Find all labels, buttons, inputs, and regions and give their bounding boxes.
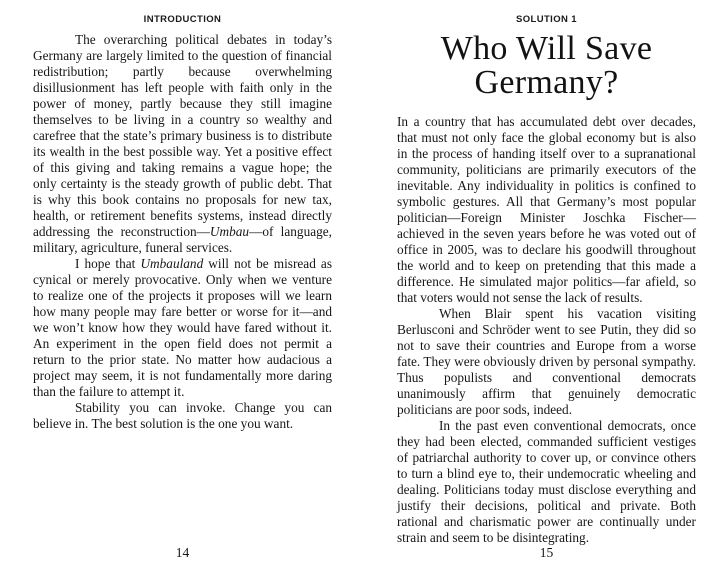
- left-body-text: [33, 32, 332, 432]
- paragraph: [397, 306, 696, 418]
- text-run: In a country that has accumulated debt over decades, that must not only face the global economy but is also in the process of handing itself over to a supranational community, politicians are primarily executors of the inevitable. Any individuality in politics is confined to symbolic gestures. All that Germany’s most popular politician—Foreign Minister Joschka Fischer—achieved in the seven years before he was voted out of office in 2005, was to declare his goodwill throughout the world and to keep on pretending that this made a difference. He simulated major politics—far afield, so that voters would not sense the lack of results.: [397, 114, 696, 305]
- left-textblock: [33, 14, 332, 432]
- title-line: Germany?: [474, 64, 619, 101]
- text-run: Stability you can invoke. Change you can believe in. The best solution is the one you want.: [33, 400, 332, 431]
- solution-kicker: SOLUTION 1: [515, 14, 577, 25]
- page-right: [364, 0, 728, 578]
- italic-text: Umbauland: [140, 256, 204, 271]
- chapter-title: [397, 32, 696, 100]
- right-body-text: [397, 114, 696, 546]
- text-run: will not be misread as cynical or merely provocative. Only when we venture to realize one of the projects it proposes will we learn how many people may fare better or worse for it—and we won’t know how they would have fared without it. An experiment in the open field does not permit a return to the prior state. No matter how audacious a project may seem, it is not fundamentally more daring than the failure to attempt it.: [33, 256, 332, 399]
- text-run: I hope that: [75, 256, 141, 271]
- paragraph: [33, 256, 332, 400]
- page-number-left: 14: [175, 545, 190, 560]
- right-textblock: [397, 14, 696, 546]
- text-run: In the past even conventional democrats, once they had been elected, commanded sufficient vestiges of patriarchal authority to cover up, or convince others to turn a blind eye to, their undemocratic wheeling and dealing. Politicians today must disclose everything and justify their decisions, political and private. Both rational and charismatic power are continually under strain and seem to be disintegrating.: [397, 418, 696, 545]
- title-line: Who Will Save: [440, 30, 653, 67]
- text-run: When Blair spent his vacation visiting Berlusconi and Schröder went to see Putin, they did so not to save their countries and Europe from a worse fate. They were obviously driven by personal sympathy. Thus populists and conventional democrats unanimously affirm that genuinely democratic politicians are poor sods, indeed.: [397, 306, 696, 417]
- paragraph: [397, 114, 696, 306]
- text-run: The overarching political debates in today’s Germany are largely limited to the question of financial redistribution; partly because overwhelming disillusionment has left people with faith only in the power of money, partly because they still imagine themselves to be living in a country so wealthy and carefree that the state’s primary business is to distribute its wealth in the best possible way. Yet a positive effect of this giving and taking remains a vague hope; the only certainty is the steady growth of public debt. That is why this book contains no proposals for new tax, health, or retirement benefits systems, instead directly addressing the reconstruction—: [33, 32, 332, 239]
- paragraph: [33, 400, 332, 432]
- introduction-heading: INTRODUCTION: [143, 14, 222, 25]
- paragraph: [397, 418, 696, 546]
- text-run: —of language, military, agriculture, funeral services.: [33, 224, 332, 255]
- paragraph: [33, 32, 332, 256]
- italic-text: Umbau: [209, 224, 250, 239]
- page-number-right: 15: [539, 545, 554, 560]
